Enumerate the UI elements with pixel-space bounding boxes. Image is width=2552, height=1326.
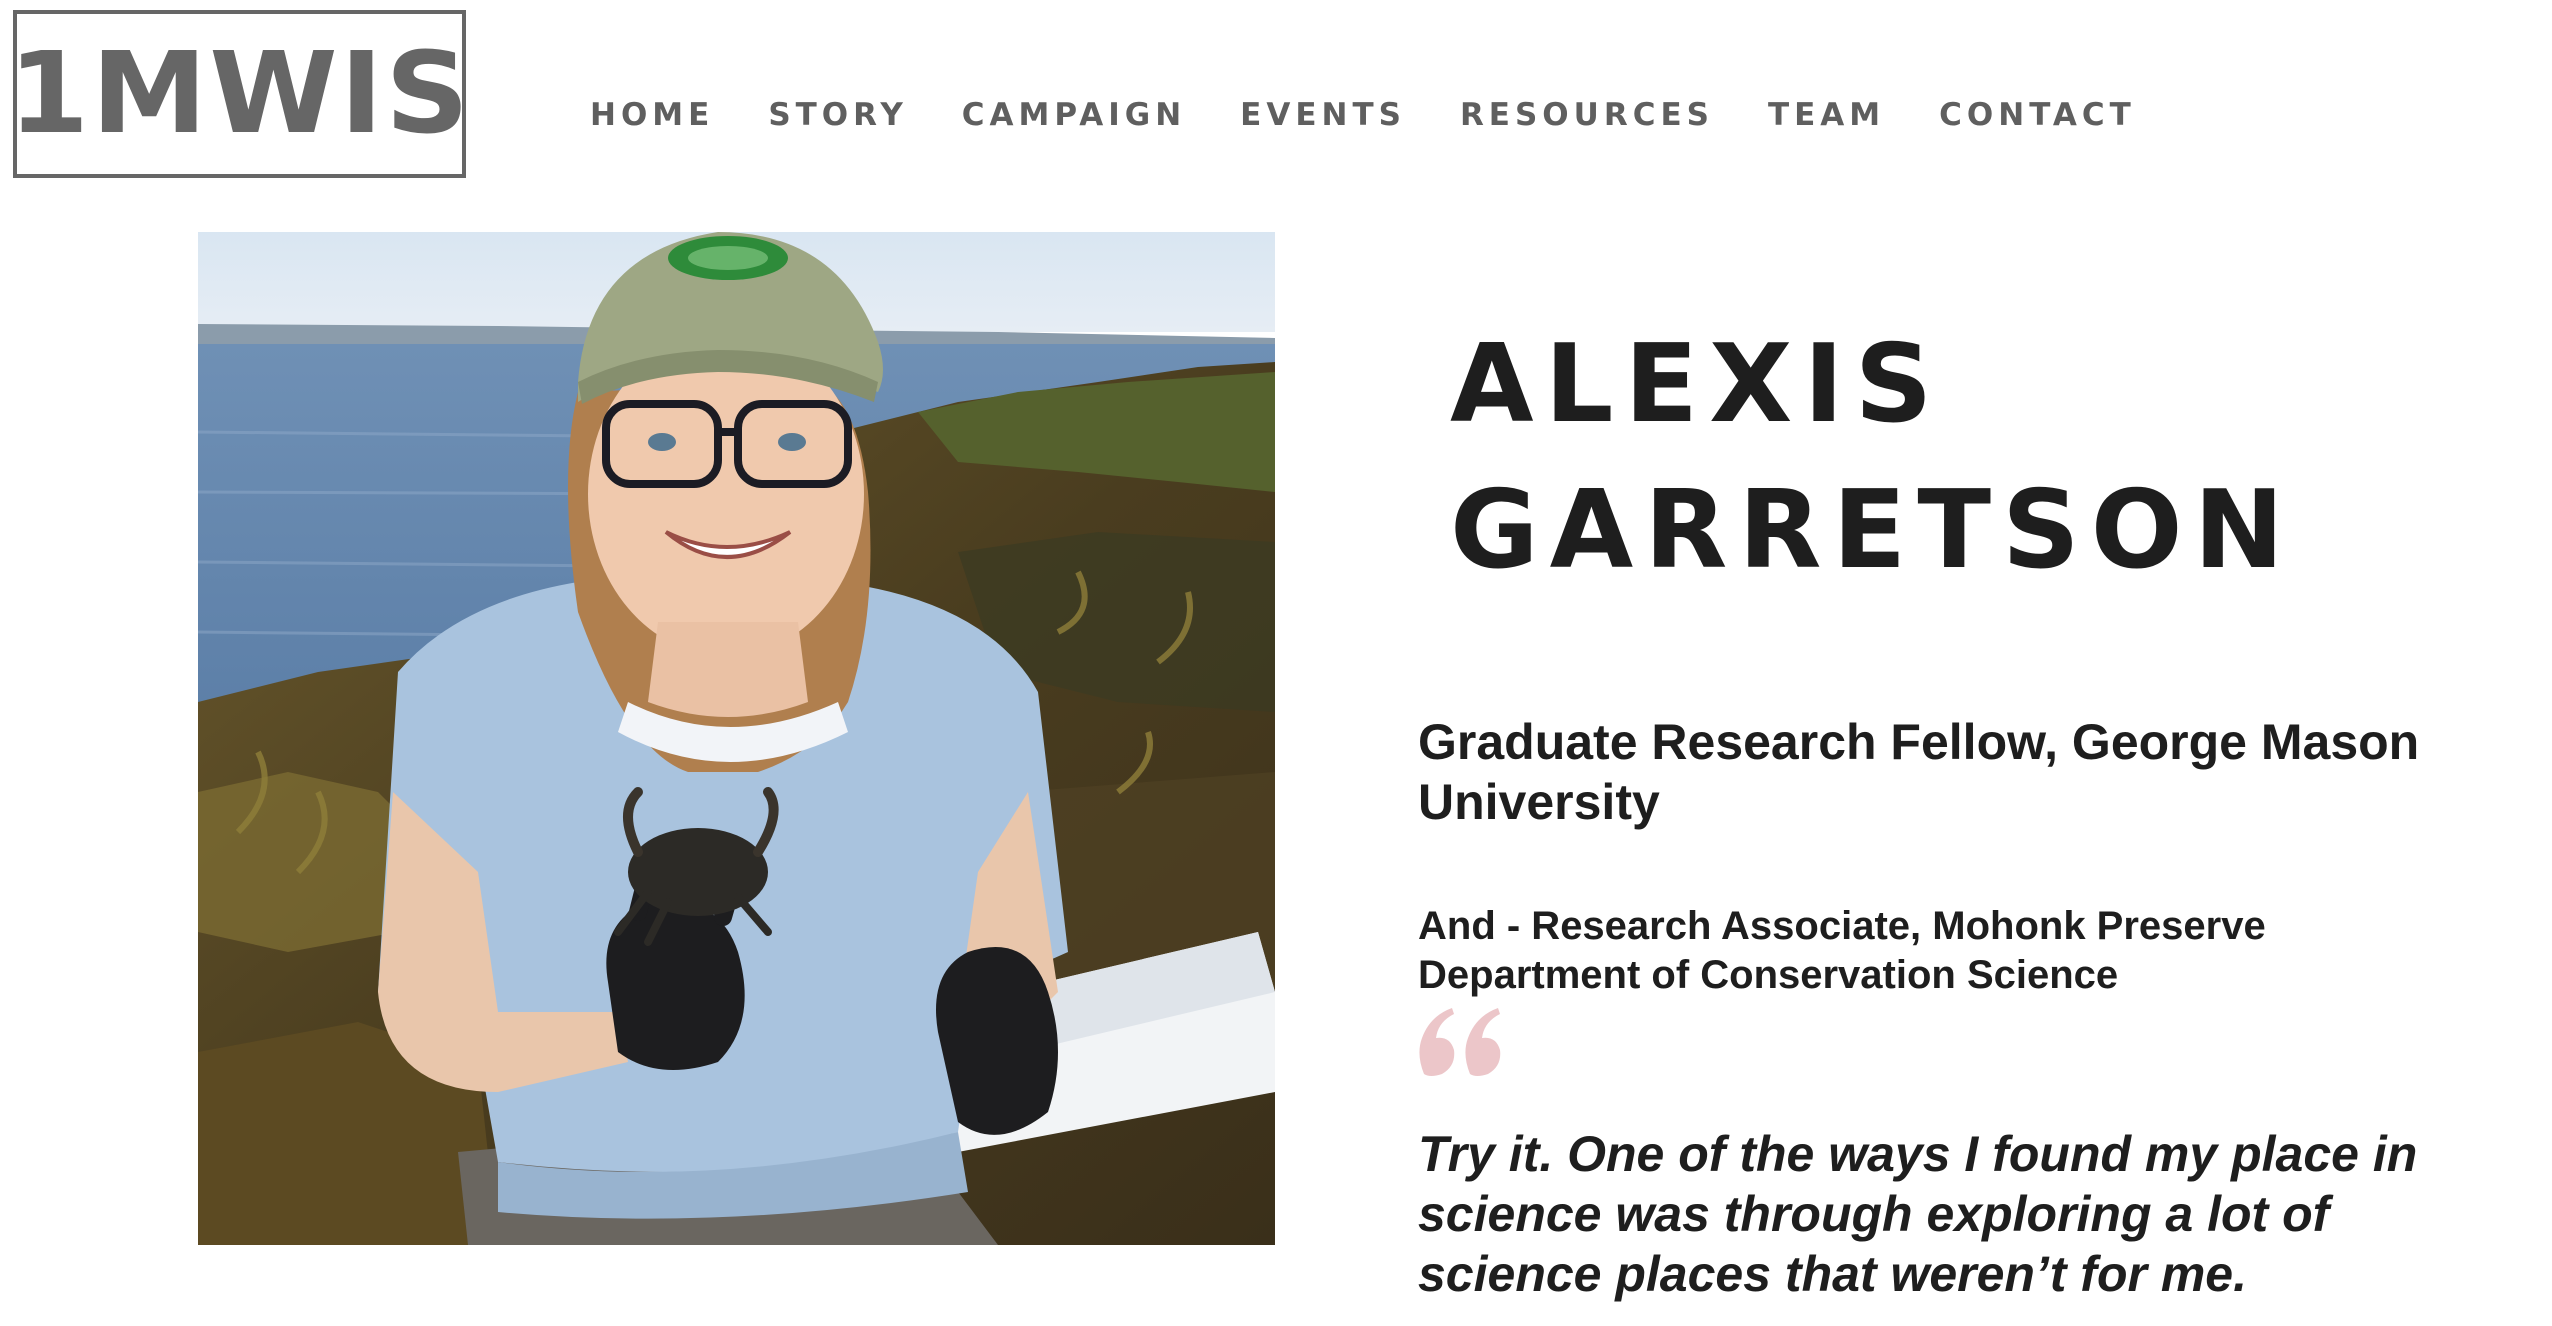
quote-mark-icon	[1416, 1004, 1506, 1076]
main-nav	[590, 95, 2190, 135]
nav-contact[interactable]: CONTACT	[1939, 97, 2136, 133]
nav-campaign[interactable]: CAMPAIGN	[961, 97, 1187, 133]
nav-home[interactable]: HOME	[590, 97, 715, 133]
logo-text: 1MWIS	[7, 29, 472, 159]
profile-photo	[198, 232, 1275, 1245]
nav-resources[interactable]: RESOURCES	[1459, 97, 1714, 133]
profile-quote: Try it. One of the ways I found my place in science was through exploring a lot of science places that weren’t for me.	[1418, 1126, 2418, 1302]
profile-secondary-title: And - Research Associate, Mohonk Preserve Department of Conservation Science	[1418, 904, 2266, 997]
profile-name	[1450, 312, 2295, 604]
profile-title: Graduate Research Fellow, George Mason University	[1418, 714, 2420, 830]
nav-team[interactable]: TEAM	[1767, 97, 1886, 133]
site-logo[interactable]	[7, 10, 472, 178]
nav-story[interactable]: STORY	[768, 97, 908, 133]
name-last: GARRETSON	[1450, 468, 2295, 593]
nav-events[interactable]: EVENTS	[1240, 97, 1406, 133]
name-first: ALEXIS	[1450, 322, 1944, 447]
